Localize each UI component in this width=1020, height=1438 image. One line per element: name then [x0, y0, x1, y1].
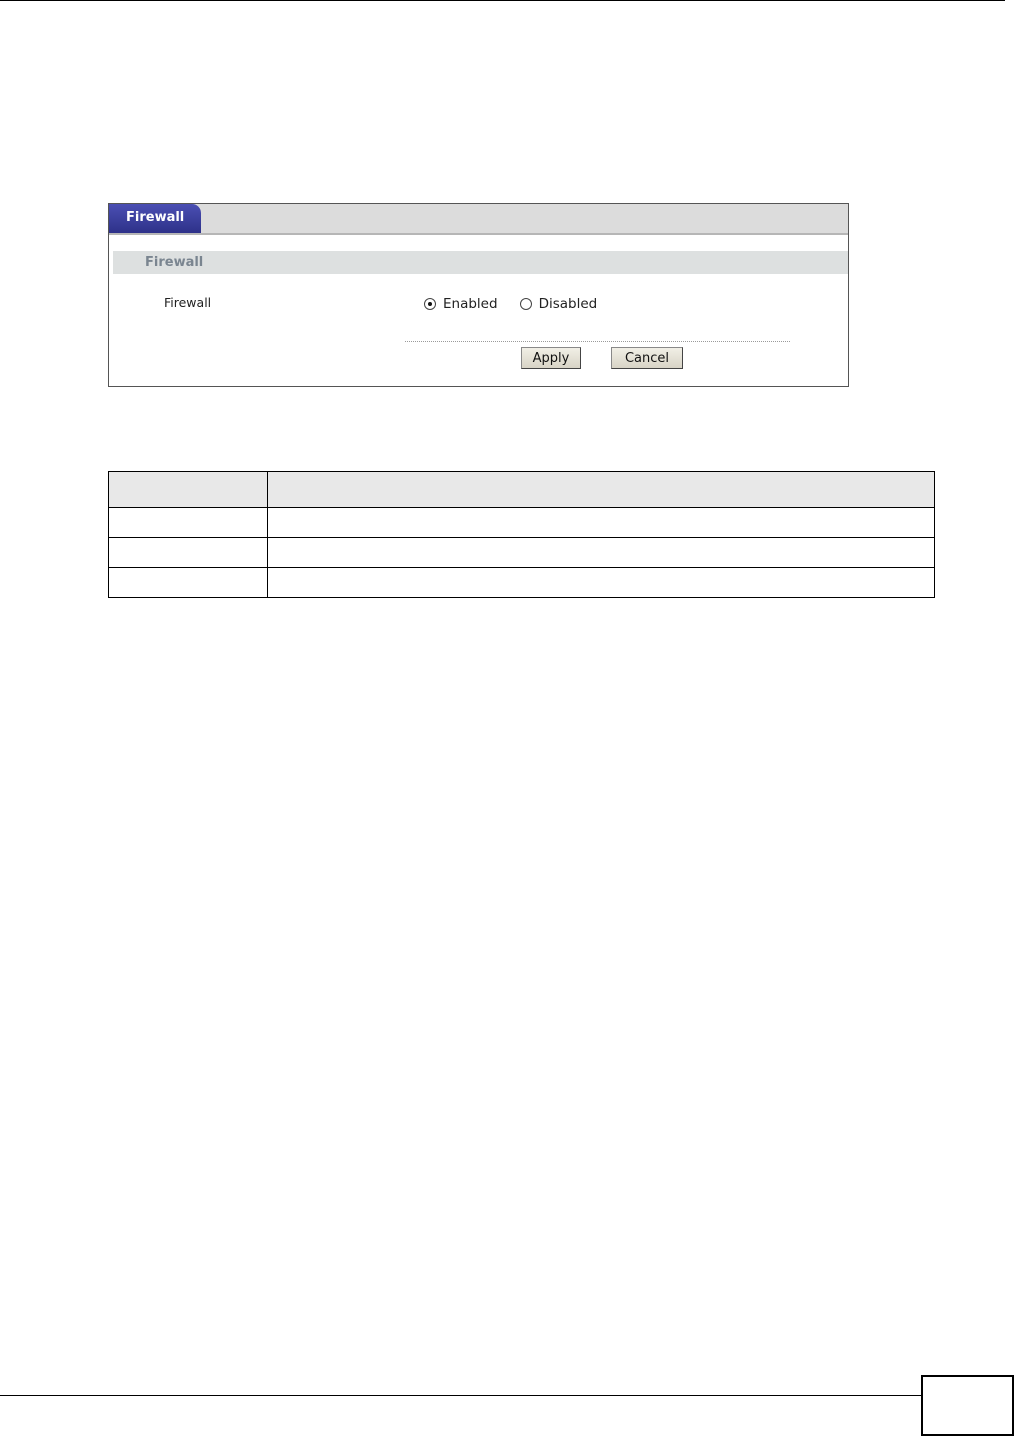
- firewall-radio-group: [424, 296, 619, 312]
- enabled-radio-label: Enabled: [443, 296, 498, 312]
- table-cell: [109, 538, 268, 568]
- table-row: [109, 538, 935, 568]
- table-row: [109, 508, 935, 538]
- table-cell: [109, 568, 268, 598]
- tab-firewall[interactable]: Firewall: [109, 204, 201, 233]
- header-rule: [0, 0, 1005, 1]
- dotted-divider: [405, 341, 790, 342]
- apply-button[interactable]: Apply: [521, 347, 581, 369]
- tab-bar: [109, 204, 848, 235]
- table-header-cell: [268, 472, 935, 508]
- description-table: [108, 471, 935, 598]
- cancel-button[interactable]: Cancel: [611, 347, 683, 369]
- page-number-box: [921, 1375, 1014, 1436]
- table-cell: [109, 508, 268, 538]
- table-header-cell: [109, 472, 268, 508]
- table-row: [109, 568, 935, 598]
- firewall-screenshot: [108, 203, 849, 387]
- firewall-field-label: Firewall: [164, 295, 212, 310]
- table-cell: [268, 538, 935, 568]
- footer-rule: [0, 1395, 922, 1396]
- table-header-row: [109, 472, 935, 508]
- enabled-radio[interactable]: [424, 298, 436, 310]
- table-cell: [268, 568, 935, 598]
- section-title: Firewall: [113, 251, 848, 274]
- disabled-radio[interactable]: [520, 298, 532, 310]
- table-cell: [268, 508, 935, 538]
- disabled-radio-label: Disabled: [538, 296, 598, 312]
